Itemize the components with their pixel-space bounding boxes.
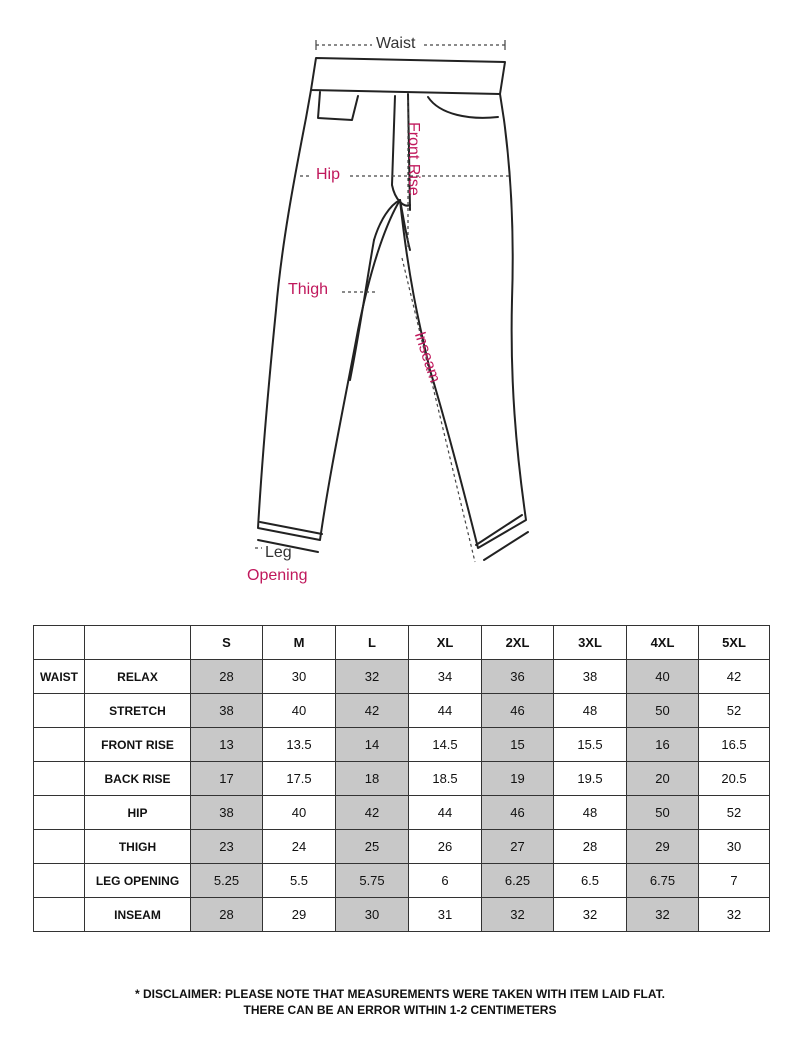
table-cell: 42: [336, 796, 409, 830]
size-header-m: M: [263, 626, 336, 660]
table-cell: 18: [336, 762, 409, 796]
table-cell: 24: [263, 830, 336, 864]
row-label: INSEAM: [85, 898, 191, 932]
table-cell: 32: [336, 660, 409, 694]
table-cell: 13.5: [263, 728, 336, 762]
table-cell: 31: [409, 898, 482, 932]
inseam-label: Inseam: [410, 329, 444, 385]
row-label: RELAX: [85, 660, 191, 694]
row-label: THIGH: [85, 830, 191, 864]
table-cell: 26: [409, 830, 482, 864]
table-cell: 20: [627, 762, 699, 796]
table-row: [34, 660, 770, 694]
table-cell: 15.5: [554, 728, 627, 762]
table-cell: 25: [336, 830, 409, 864]
size-header-5xl: 5XL: [699, 626, 770, 660]
front-rise-label: Front Rise: [405, 122, 422, 196]
group-empty-cell: [34, 796, 85, 830]
row-label: LEG OPENING: [85, 864, 191, 898]
table-cell: 28: [554, 830, 627, 864]
table-cell: 36: [482, 660, 554, 694]
table-cell: 29: [263, 898, 336, 932]
table-cell: 6.75: [627, 864, 699, 898]
size-header-3xl: 3XL: [554, 626, 627, 660]
table-cell: 32: [554, 898, 627, 932]
table-cell: 5.5: [263, 864, 336, 898]
table-cell: 48: [554, 694, 627, 728]
disclaimer: [0, 986, 800, 1018]
thigh-label: Thigh: [288, 281, 329, 298]
waist-label: Waist: [376, 35, 416, 52]
group-empty-cell: [34, 762, 85, 796]
table-header-row: [34, 626, 770, 660]
table-cell: 16.5: [699, 728, 770, 762]
group-empty-cell: [34, 728, 85, 762]
row-label: HIP: [85, 796, 191, 830]
size-header-4xl: 4XL: [627, 626, 699, 660]
table-cell: 6: [409, 864, 482, 898]
table-cell: 19: [482, 762, 554, 796]
table-cell: 17: [191, 762, 263, 796]
table-cell: 34: [409, 660, 482, 694]
table-cell: 6.5: [554, 864, 627, 898]
table-cell: 19.5: [554, 762, 627, 796]
table-cell: 52: [699, 694, 770, 728]
group-empty-cell: [34, 898, 85, 932]
group-empty-cell: [34, 830, 85, 864]
table-cell: 46: [482, 694, 554, 728]
table-cell: 20.5: [699, 762, 770, 796]
table-cell: 32: [482, 898, 554, 932]
table-cell: 28: [191, 898, 263, 932]
size-header-l: L: [336, 626, 409, 660]
table-row: [34, 898, 770, 932]
table-cell: 13: [191, 728, 263, 762]
size-chart-table: [33, 625, 770, 932]
table-cell: 40: [263, 796, 336, 830]
table-cell: 14.5: [409, 728, 482, 762]
table-cell: 16: [627, 728, 699, 762]
group-empty-cell: [34, 864, 85, 898]
table-cell: 23: [191, 830, 263, 864]
table-cell: 27: [482, 830, 554, 864]
table-row: [34, 864, 770, 898]
table-cell: 48: [554, 796, 627, 830]
disclaimer-line-1: * DISCLAIMER: PLEASE NOTE THAT MEASUREMENTS WERE TAKEN WITH ITEM LAID FLAT.: [135, 987, 665, 1001]
table-cell: 5.75: [336, 864, 409, 898]
table-cell: 30: [263, 660, 336, 694]
table-row: [34, 762, 770, 796]
table-cell: 28: [191, 660, 263, 694]
table-cell: 42: [699, 660, 770, 694]
table-cell: 50: [627, 796, 699, 830]
table-cell: 42: [336, 694, 409, 728]
opening-label: Opening: [247, 567, 308, 584]
disclaimer-line-2: THERE CAN BE AN ERROR WITHIN 1-2 CENTIMETERS: [243, 1003, 557, 1017]
table-row: [34, 796, 770, 830]
row-label: FRONT RISE: [85, 728, 191, 762]
row-label: BACK RISE: [85, 762, 191, 796]
group-empty-cell: [34, 694, 85, 728]
header-empty-cell: [85, 626, 191, 660]
table-cell: 32: [627, 898, 699, 932]
table-cell: 44: [409, 694, 482, 728]
table-cell: 44: [409, 796, 482, 830]
table-cell: 50: [627, 694, 699, 728]
table-cell: 46: [482, 796, 554, 830]
table-cell: 30: [336, 898, 409, 932]
table-cell: 38: [554, 660, 627, 694]
table-cell: 7: [699, 864, 770, 898]
table-cell: 38: [191, 796, 263, 830]
table-cell: 32: [699, 898, 770, 932]
waistband: [311, 58, 505, 94]
table-cell: 18.5: [409, 762, 482, 796]
table-cell: 30: [699, 830, 770, 864]
table-cell: 6.25: [482, 864, 554, 898]
table-cell: 15: [482, 728, 554, 762]
table-cell: 52: [699, 796, 770, 830]
table-cell: 40: [627, 660, 699, 694]
table-cell: 40: [263, 694, 336, 728]
table-cell: 14: [336, 728, 409, 762]
size-header-2xl: 2XL: [482, 626, 554, 660]
group-label-waist: WAIST: [34, 660, 85, 694]
size-header-s: S: [191, 626, 263, 660]
header-empty-cell: [34, 626, 85, 660]
row-label: STRETCH: [85, 694, 191, 728]
table-row: [34, 728, 770, 762]
table-cell: 38: [191, 694, 263, 728]
leg-label: Leg: [265, 544, 292, 561]
table-cell: 5.25: [191, 864, 263, 898]
table-cell: 29: [627, 830, 699, 864]
left-leg-outline: [258, 90, 400, 540]
size-header-xl: XL: [409, 626, 482, 660]
hip-label: Hip: [316, 166, 341, 183]
table-row: [34, 694, 770, 728]
table-row: [34, 830, 770, 864]
table-cell: 17.5: [263, 762, 336, 796]
